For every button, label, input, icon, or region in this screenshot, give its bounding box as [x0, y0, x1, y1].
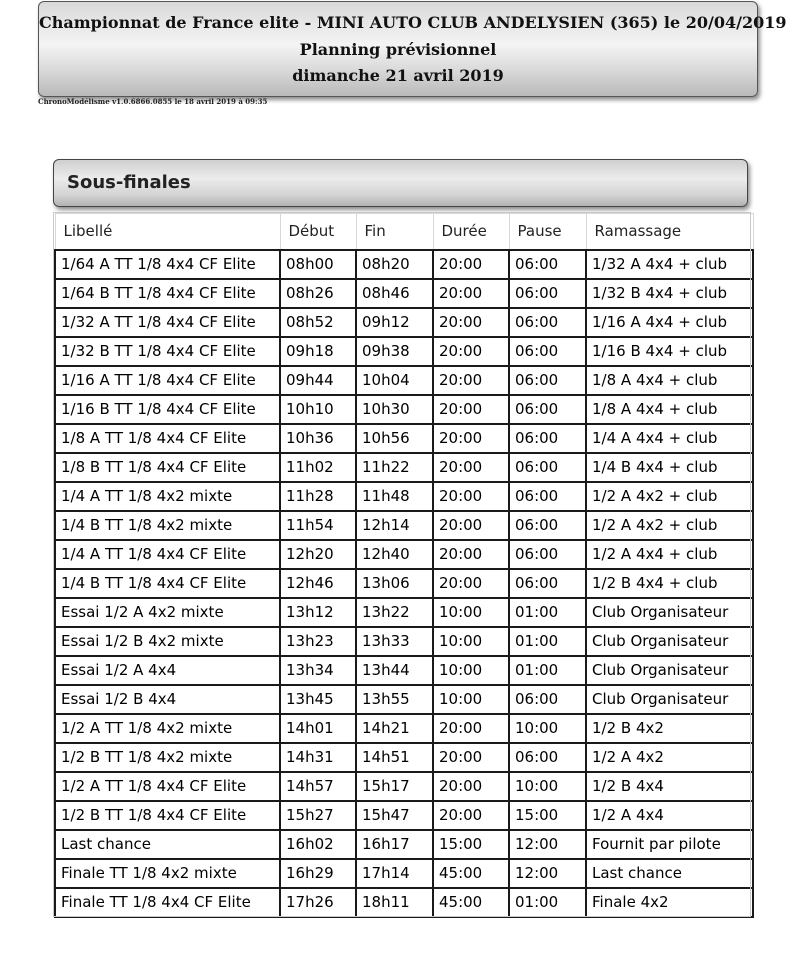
cell-ramassage: Club Organisateur — [586, 627, 753, 656]
cell-debut: 14h01 — [280, 714, 356, 743]
cell-debut: 16h02 — [280, 830, 356, 859]
cell-duree: 10:00 — [433, 656, 509, 685]
cell-libelle: Essai 1/2 A 4x4 — [55, 656, 280, 685]
cell-pause: 10:00 — [509, 714, 586, 743]
cell-fin: 14h51 — [356, 743, 433, 772]
cell-libelle: Essai 1/2 A 4x2 mixte — [55, 598, 280, 627]
cell-pause: 01:00 — [509, 888, 586, 917]
table-row — [55, 250, 753, 279]
cell-debut: 15h27 — [280, 801, 356, 830]
cell-pause: 06:00 — [509, 250, 586, 279]
table-row — [55, 772, 753, 801]
table-row — [55, 801, 753, 830]
cell-debut: 08h52 — [280, 308, 356, 337]
table-row — [55, 482, 753, 511]
cell-debut: 11h54 — [280, 511, 356, 540]
cell-duree: 45:00 — [433, 859, 509, 888]
cell-duree: 20:00 — [433, 250, 509, 279]
cell-libelle: 1/2 B TT 1/8 4x4 CF Elite — [55, 801, 280, 830]
cell-ramassage: 1/2 A 4x2 + club — [586, 511, 753, 540]
cell-fin: 13h44 — [356, 656, 433, 685]
cell-ramassage: 1/32 A 4x4 + club — [586, 250, 753, 279]
cell-pause: 06:00 — [509, 366, 586, 395]
cell-pause: 01:00 — [509, 598, 586, 627]
cell-duree: 20:00 — [433, 569, 509, 598]
cell-duree: 20:00 — [433, 511, 509, 540]
table-row — [55, 569, 753, 598]
cell-fin: 13h33 — [356, 627, 433, 656]
column-header-ramassage: Ramassage — [586, 214, 753, 250]
cell-ramassage: Last chance — [586, 859, 753, 888]
table-header-row — [55, 214, 753, 250]
cell-debut: 11h28 — [280, 482, 356, 511]
cell-pause: 06:00 — [509, 685, 586, 714]
cell-pause: 06:00 — [509, 482, 586, 511]
cell-ramassage: Club Organisateur — [586, 598, 753, 627]
cell-fin: 11h48 — [356, 482, 433, 511]
cell-libelle: 1/8 A TT 1/8 4x4 CF Elite — [55, 424, 280, 453]
cell-pause: 06:00 — [509, 279, 586, 308]
cell-debut: 11h02 — [280, 453, 356, 482]
planning-subtitle: Planning prévisionnel — [299, 40, 497, 59]
table-row — [55, 337, 753, 366]
cell-pause: 06:00 — [509, 424, 586, 453]
cell-fin: 13h06 — [356, 569, 433, 598]
cell-debut: 09h18 — [280, 337, 356, 366]
cell-fin: 12h14 — [356, 511, 433, 540]
table-row — [55, 540, 753, 569]
cell-libelle: 1/64 B TT 1/8 4x4 CF Elite — [55, 279, 280, 308]
cell-libelle: 1/64 A TT 1/8 4x4 CF Elite — [55, 250, 280, 279]
event-date: dimanche 21 avril 2019 — [292, 66, 504, 85]
cell-debut: 14h57 — [280, 772, 356, 801]
cell-debut: 09h44 — [280, 366, 356, 395]
cell-ramassage: 1/8 A 4x4 + club — [586, 366, 753, 395]
table-row — [55, 395, 753, 424]
cell-duree: 20:00 — [433, 482, 509, 511]
cell-fin: 14h21 — [356, 714, 433, 743]
cell-duree: 20:00 — [433, 743, 509, 772]
cell-ramassage: 1/16 A 4x4 + club — [586, 308, 753, 337]
cell-debut: 17h26 — [280, 888, 356, 917]
column-header-debut: Début — [280, 214, 356, 250]
table-row — [55, 308, 753, 337]
cell-fin: 10h56 — [356, 424, 433, 453]
column-header-fin: Fin — [356, 214, 433, 250]
cell-duree: 20:00 — [433, 279, 509, 308]
table-row — [55, 511, 753, 540]
column-header-pause: Pause — [509, 214, 586, 250]
cell-pause: 15:00 — [509, 801, 586, 830]
cell-pause: 06:00 — [509, 395, 586, 424]
cell-duree: 20:00 — [433, 395, 509, 424]
cell-ramassage: Finale 4x2 — [586, 888, 753, 917]
cell-ramassage: 1/32 B 4x4 + club — [586, 279, 753, 308]
cell-ramassage: 1/16 B 4x4 + club — [586, 337, 753, 366]
cell-debut: 13h12 — [280, 598, 356, 627]
cell-libelle: 1/2 B TT 1/8 4x2 mixte — [55, 743, 280, 772]
cell-pause: 06:00 — [509, 308, 586, 337]
table-row — [55, 685, 753, 714]
cell-debut: 13h23 — [280, 627, 356, 656]
cell-fin: 13h22 — [356, 598, 433, 627]
cell-duree: 20:00 — [433, 453, 509, 482]
cell-fin: 13h55 — [356, 685, 433, 714]
cell-debut: 12h20 — [280, 540, 356, 569]
cell-libelle: 1/2 A TT 1/8 4x2 mixte — [55, 714, 280, 743]
cell-fin: 08h20 — [356, 250, 433, 279]
cell-ramassage: 1/2 A 4x2 + club — [586, 482, 753, 511]
cell-duree: 10:00 — [433, 627, 509, 656]
cell-duree: 20:00 — [433, 424, 509, 453]
cell-debut: 10h36 — [280, 424, 356, 453]
cell-ramassage: 1/2 A 4x4 + club — [586, 540, 753, 569]
cell-duree: 20:00 — [433, 366, 509, 395]
table-row — [55, 743, 753, 772]
cell-duree: 45:00 — [433, 888, 509, 917]
cell-pause: 12:00 — [509, 859, 586, 888]
cell-libelle: 1/4 B TT 1/8 4x4 CF Elite — [55, 569, 280, 598]
table-row — [55, 888, 753, 917]
cell-pause: 06:00 — [509, 337, 586, 366]
cell-duree: 20:00 — [433, 772, 509, 801]
cell-libelle: Essai 1/2 B 4x4 — [55, 685, 280, 714]
table-row — [55, 424, 753, 453]
cell-ramassage: 1/2 B 4x4 + club — [586, 569, 753, 598]
cell-libelle: Last chance — [55, 830, 280, 859]
software-version: ChronoModélisme v1.0.6866.0855 le 18 avril 2019 à 09:35 — [38, 97, 268, 106]
cell-libelle: 1/16 A TT 1/8 4x4 CF Elite — [55, 366, 280, 395]
section-title: Sous-finales — [67, 172, 191, 193]
cell-fin: 10h04 — [356, 366, 433, 395]
cell-libelle: 1/32 A TT 1/8 4x4 CF Elite — [55, 308, 280, 337]
cell-fin: 15h17 — [356, 772, 433, 801]
table-row — [55, 714, 753, 743]
cell-fin: 18h11 — [356, 888, 433, 917]
cell-libelle: Essai 1/2 B 4x2 mixte — [55, 627, 280, 656]
table-row — [55, 279, 753, 308]
cell-duree: 20:00 — [433, 801, 509, 830]
cell-fin: 09h12 — [356, 308, 433, 337]
cell-ramassage: 1/2 A 4x4 — [586, 801, 753, 830]
cell-ramassage: Club Organisateur — [586, 685, 753, 714]
cell-libelle: 1/16 B TT 1/8 4x4 CF Elite — [55, 395, 280, 424]
cell-libelle: 1/8 B TT 1/8 4x4 CF Elite — [55, 453, 280, 482]
cell-libelle: 1/4 A TT 1/8 4x4 CF Elite — [55, 540, 280, 569]
cell-debut: 13h34 — [280, 656, 356, 685]
cell-debut: 10h10 — [280, 395, 356, 424]
cell-ramassage: 1/4 B 4x4 + club — [586, 453, 753, 482]
table-row — [55, 830, 753, 859]
cell-debut: 13h45 — [280, 685, 356, 714]
cell-pause: 06:00 — [509, 540, 586, 569]
cell-libelle: Finale TT 1/8 4x2 mixte — [55, 859, 280, 888]
cell-fin: 16h17 — [356, 830, 433, 859]
schedule-table — [54, 213, 754, 918]
cell-duree: 20:00 — [433, 540, 509, 569]
table-row — [55, 627, 753, 656]
cell-fin: 08h46 — [356, 279, 433, 308]
cell-ramassage: 1/8 A 4x4 + club — [586, 395, 753, 424]
cell-pause: 12:00 — [509, 830, 586, 859]
cell-fin: 10h30 — [356, 395, 433, 424]
cell-fin: 12h40 — [356, 540, 433, 569]
cell-duree: 10:00 — [433, 598, 509, 627]
cell-fin: 11h22 — [356, 453, 433, 482]
cell-ramassage: 1/4 A 4x4 + club — [586, 424, 753, 453]
cell-pause: 06:00 — [509, 743, 586, 772]
cell-libelle: 1/4 B TT 1/8 4x2 mixte — [55, 511, 280, 540]
document-header — [38, 1, 787, 97]
cell-duree: 20:00 — [433, 308, 509, 337]
cell-fin: 15h47 — [356, 801, 433, 830]
cell-libelle: 1/32 B TT 1/8 4x4 CF Elite — [55, 337, 280, 366]
cell-fin: 17h14 — [356, 859, 433, 888]
table-row — [55, 453, 753, 482]
cell-ramassage: Fournit par pilote — [586, 830, 753, 859]
column-header-duree: Durée — [433, 214, 509, 250]
competition-title: Championnat de France elite - MINI AUTO CLUB ANDELYSIEN (365) le 20/04/2019 — [39, 13, 787, 32]
cell-debut: 08h26 — [280, 279, 356, 308]
cell-libelle: Finale TT 1/8 4x4 CF Elite — [55, 888, 280, 917]
section-header — [53, 159, 748, 207]
cell-ramassage: 1/2 B 4x2 — [586, 714, 753, 743]
table-body — [55, 250, 753, 917]
cell-libelle: 1/2 A TT 1/8 4x4 CF Elite — [55, 772, 280, 801]
cell-duree: 15:00 — [433, 830, 509, 859]
cell-ramassage: Club Organisateur — [586, 656, 753, 685]
cell-debut: 16h29 — [280, 859, 356, 888]
cell-debut: 12h46 — [280, 569, 356, 598]
cell-duree: 20:00 — [433, 337, 509, 366]
cell-pause: 06:00 — [509, 453, 586, 482]
cell-fin: 09h38 — [356, 337, 433, 366]
table-row — [55, 859, 753, 888]
cell-libelle: 1/4 A TT 1/8 4x2 mixte — [55, 482, 280, 511]
table-row — [55, 656, 753, 685]
column-header-libelle: Libellé — [55, 214, 280, 250]
cell-debut: 08h00 — [280, 250, 356, 279]
cell-pause: 06:00 — [509, 569, 586, 598]
cell-pause: 01:00 — [509, 627, 586, 656]
table-row — [55, 598, 753, 627]
cell-duree: 10:00 — [433, 685, 509, 714]
cell-debut: 14h31 — [280, 743, 356, 772]
cell-ramassage: 1/2 A 4x2 — [586, 743, 753, 772]
table-row — [55, 366, 753, 395]
cell-pause: 01:00 — [509, 656, 586, 685]
cell-pause: 06:00 — [509, 511, 586, 540]
cell-ramassage: 1/2 B 4x4 — [586, 772, 753, 801]
cell-pause: 10:00 — [509, 772, 586, 801]
cell-duree: 20:00 — [433, 714, 509, 743]
